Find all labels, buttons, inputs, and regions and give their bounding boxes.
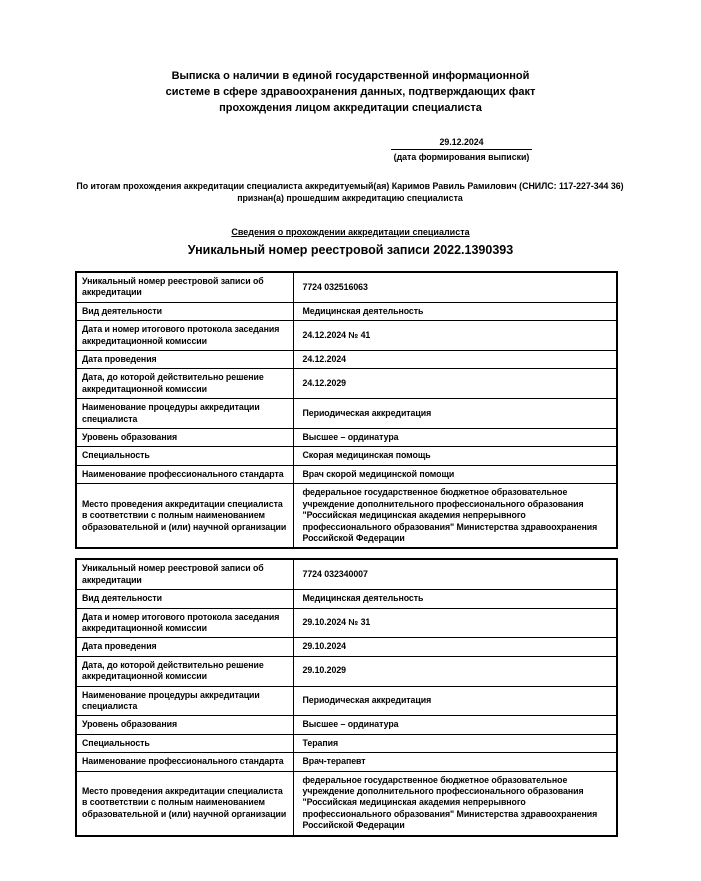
- row-label: Уровень образования: [76, 429, 293, 447]
- table-row: [76, 321, 617, 351]
- row-label: Наименование процедуры аккредитации специалиста: [76, 399, 293, 429]
- row-value: Периодическая аккредитация: [293, 686, 617, 716]
- table-row: [76, 686, 617, 716]
- table-row: [76, 484, 617, 549]
- table-row: [76, 429, 617, 447]
- extract-date: 29.12.2024: [391, 136, 532, 150]
- document-title: [0, 68, 701, 116]
- table-row: [76, 608, 617, 638]
- row-value: 24.12.2024 № 41: [293, 321, 617, 351]
- table-row: [76, 716, 617, 734]
- row-value: 7724 032516063: [293, 272, 617, 302]
- table-row: [76, 465, 617, 483]
- row-label: Дата, до которой действительно решение аккредитационной комиссии: [76, 656, 293, 686]
- row-value: Терапия: [293, 734, 617, 752]
- table-row: [76, 559, 617, 589]
- row-label: Дата и номер итогового протокола заседания аккредитационной комиссии: [76, 321, 293, 351]
- row-label: Место проведения аккредитации специалиста в соответствии с полным наименованием образовательной и (или) научной организации: [76, 771, 293, 836]
- table-row: [76, 638, 617, 656]
- row-value: 29.10.2024: [293, 638, 617, 656]
- row-value: 24.12.2024: [293, 351, 617, 369]
- table-row: [76, 351, 617, 369]
- table-row: [76, 590, 617, 608]
- row-value: Скорая медицинская помощь: [293, 447, 617, 465]
- row-label: Дата, до которой действительно решение аккредитационной комиссии: [76, 369, 293, 399]
- extract-date-caption: (дата формирования выписки): [393, 152, 530, 162]
- table-row: [76, 272, 617, 302]
- table-row: [76, 656, 617, 686]
- row-value: Периодическая аккредитация: [293, 399, 617, 429]
- row-label: Место проведения аккредитации специалиста в соответствии с полным наименованием образовательной и (или) научной организации: [76, 484, 293, 549]
- row-label: Уникальный номер реестровой записи об аккредитации: [76, 272, 293, 302]
- document-title-line: прохождения лицом аккредитации специалиста: [219, 102, 482, 114]
- row-value: 7724 032340007: [293, 559, 617, 589]
- table-row: [76, 753, 617, 771]
- row-value: федеральное государственное бюджетное образовательное учреждение дополнительного профессионального образования "Российская медицинская академия непрерывного профессионального образования" Министерства здравоохранения Российской Федерации: [293, 484, 617, 549]
- registry-record-heading: Уникальный номер реестровой записи 2022.1390393: [187, 243, 514, 257]
- row-value: Высшее – ординатура: [293, 716, 617, 734]
- document-title-line: системе в сфере здравоохранения данных, подтверждающих факт: [165, 86, 536, 98]
- table-row: [76, 369, 617, 399]
- row-label: Дата проведения: [76, 638, 293, 656]
- table-row: [76, 302, 617, 320]
- accreditation-table-2: [75, 558, 618, 836]
- row-label: Вид деятельности: [76, 302, 293, 320]
- row-value: федеральное государственное бюджетное образовательное учреждение дополнительного профессионального образования "Российская медицинская академия непрерывного профессионального образования" Министерства здравоохранения Российской Федерации: [293, 771, 617, 836]
- table-row: [76, 771, 617, 836]
- row-label: Дата и номер итогового протокола заседания аккредитационной комиссии: [76, 608, 293, 638]
- row-label: Специальность: [76, 734, 293, 752]
- row-value: Медицинская деятельность: [293, 302, 617, 320]
- intro-paragraph: По итогам прохождения аккредитации специалиста аккредитуемый(ая) Каримов Равиль Рамилович (СНИЛС: 117-227-344 36) признан(а) прошедшим аккредитацию специалиста: [76, 181, 624, 203]
- row-value: 29.10.2024 № 31: [293, 608, 617, 638]
- row-label: Вид деятельности: [76, 590, 293, 608]
- row-label: Специальность: [76, 447, 293, 465]
- extract-date-block: [391, 136, 532, 163]
- row-label: Наименование процедуры аккредитации специалиста: [76, 686, 293, 716]
- accreditation-tables-area: [75, 271, 618, 846]
- section-heading: Сведения о прохождении аккредитации специалиста: [231, 227, 470, 237]
- row-label: Дата проведения: [76, 351, 293, 369]
- row-value: Высшее – ординатура: [293, 429, 617, 447]
- row-value: Врач-терапевт: [293, 753, 617, 771]
- row-label: Уровень образования: [76, 716, 293, 734]
- document-title-line: Выписка о наличии в единой государственной информационной: [171, 70, 530, 82]
- row-value: 24.12.2029: [293, 369, 617, 399]
- row-value: Медицинская деятельность: [293, 590, 617, 608]
- table-row: [76, 447, 617, 465]
- row-label: Уникальный номер реестровой записи об аккредитации: [76, 559, 293, 589]
- row-value: 29.10.2029: [293, 656, 617, 686]
- table-row: [76, 734, 617, 752]
- accreditation-table-1: [75, 271, 618, 549]
- row-label: Наименование профессионального стандарта: [76, 753, 293, 771]
- table-row: [76, 399, 617, 429]
- row-value: Врач скорой медицинской помощи: [293, 465, 617, 483]
- row-label: Наименование профессионального стандарта: [76, 465, 293, 483]
